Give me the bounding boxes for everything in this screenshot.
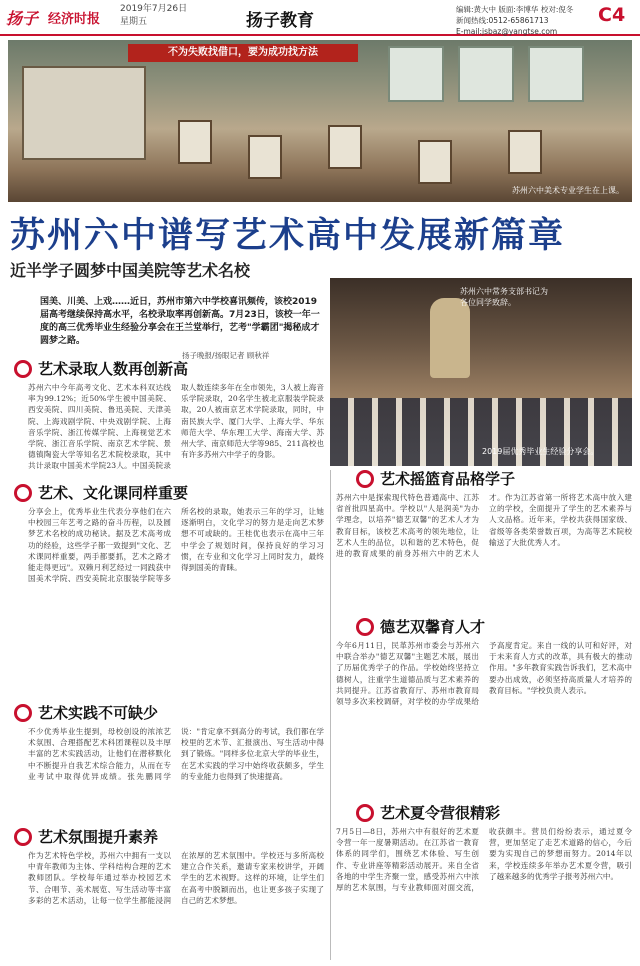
issue-date	[120, 3, 187, 29]
bullet-ring-icon	[14, 484, 32, 502]
photo-caption: 苏州六中美术专业学生在上课。	[512, 186, 624, 195]
headline: 苏州六中谱写艺术高中发展新篇章	[10, 215, 566, 256]
drawing-board	[22, 66, 146, 160]
newspaper-logo: 扬子	[6, 9, 39, 28]
easel	[328, 125, 362, 169]
bullet-ring-icon	[356, 618, 374, 636]
byline: 扬子晚报/扬眼记者 顾秋祥	[182, 351, 270, 360]
section-body: 苏州六中是探索现代特色普通高中、江苏省首批四星高中。学校以"人是润美"为办学理念，以培养"德艺双馨"的艺术人才为教育目标，该校艺术高考的领先地位，让艺术人生的品位，以和谐的艺术特色，促进的教育成果的前身苏州六中的艺术人才。作为江苏省第一所将艺术高中放入建立的学校，全面提升了学生的艺术素养与人文品格。近年来，学校共获得国家级、省级等各类荣誉数百项，为高等艺术院校输送了大批优秀人才。	[336, 493, 632, 559]
heading-text: 艺术氛围提升素养	[38, 828, 159, 846]
photo-banner: 不为失败找借口，要为成功找方法	[128, 44, 358, 62]
contact-line: 新闻热线:0512-65861713	[456, 16, 549, 25]
heading-admission	[14, 358, 314, 380]
speaker-figure	[430, 298, 470, 378]
heading-text: 德艺双馨育人才	[380, 618, 486, 636]
date-text: 2019年7月26日	[120, 4, 188, 14]
photo2-caption-bottom: 2019届优秀毕业生经验分享会。	[482, 447, 599, 456]
article-intro: 国美、川美、上戏……近日，苏州市第六中学校喜讯频传，该校2019届高考继续保持高水平，名校录取率再创新高。7月23日，该校一年一度的高三优秀毕业生经验分享会在王兰堂举行，艺考"学霸团"揭秘成才圆梦之路。	[40, 297, 320, 346]
bullet-ring-icon	[356, 470, 374, 488]
column-divider	[330, 470, 331, 960]
heading-text: 艺术夏令营很精彩	[380, 804, 501, 822]
email-line: E-mail:jsbaz@yangtse.com	[456, 27, 558, 36]
window	[528, 46, 584, 102]
heading-virtue	[356, 616, 632, 638]
easel	[418, 140, 452, 184]
section-body: 7月5日—8日，苏州六中有很好的艺术夏令营一年一度暑期活动。在江苏省一教育体系的同学们，围绕艺术体验、写生创作、专业讲座等精彩活动展开。来自全省各地的中学生齐聚一堂，感受苏州六中浓厚的艺术氛围，与专业教师面对面交流，收获颇丰。营员们纷纷表示，通过夏令营，更加坚定了走艺术道路的信心，今后要为实现自己的梦想而努力。2014年以来，学校连续多年举办艺术夏令营，吸引了越来越多的优秀学子报考苏州六中。	[336, 827, 632, 893]
photo2-caption-top: 苏州六中常务支部书记为各位同学致辞。	[460, 287, 548, 307]
heading-text: 艺术实践不可缺少	[38, 704, 159, 722]
section-body: 苏州六中今年高考文化、艺术本科双达线率为99.12%；近50%学生被中国美院、西安美院、四川美院、鲁迅美院、天津美院、上海戏剧学院、中央戏剧学院、上海音乐学院、浙江传媒学院、上海视觉艺术学院、浙江音乐学院、南京艺术学院、景德镇陶瓷大学等知名艺术院校录取，其中共计录取中国美术学院23人。中国美院录取人数连续多年在全市领先，3人被上海音乐学院录取，20名学生被北京服装学院录取，20人被南京艺术学院录取，同时，中南民族大学、厦门大学、上海大学、华东师范大学、华东理工大学、海南大学、苏州大学、南京师范大学等985、211高校也有许多苏州六中学子的身影。	[28, 383, 324, 471]
bullet-ring-icon	[14, 828, 32, 846]
section-body: 不少优秀毕业生提到，母校创设的浓浓艺术氛围、合理搭配艺术科团课程以及丰厚丰富的艺术实践活动，让他们在潜移默化中不断提升自我艺术综合能力，从而在专业考试中取得优异成绩。张先鹏同学说："肯定拿不到高分的考试，我们都在学校里的艺术节、汇报演出、写生活动中得到了锻炼。"同样多位北京大学的毕业生，在艺术实践的学习中始终收获颇多，学生的专业能力也得到了快速提高。	[28, 727, 324, 781]
credits	[456, 4, 586, 37]
editors-line: 编辑:黄大中 版面:李博华 校对:倪冬	[456, 5, 574, 14]
heading-practice	[14, 702, 314, 724]
subheadline: 近半学子圆梦中国美院等艺术名校	[10, 261, 251, 280]
section-body: 作为艺术特色学校，苏州六中拥有一支以中青年教师为主体、学科结构合理的艺术教师团队。学校每年通过举办校园艺术节、合唱节、美术展览、写生活动等丰富多彩的艺术活动，让每一位学生都能浸润在浓厚的艺术氛围中。学校还与多所高校建立合作关系，邀请专家来校讲学，开阔学生的艺术视野。这样的环境，让学生们在高考中脱颖而出，也让更多孩子实现了自己的艺术梦想。	[28, 851, 324, 905]
heading-text: 艺术录取人数再创新高	[38, 360, 189, 378]
page-number: C4	[598, 4, 626, 26]
paper-name: 经济时报	[48, 12, 101, 27]
heading-cradle	[356, 468, 632, 490]
easel	[508, 130, 542, 174]
section-title: 扬子教育	[246, 11, 314, 31]
heading-text: 艺术摇篮育品格学子	[380, 470, 516, 488]
easel	[178, 120, 212, 164]
section-body: 分享会上，优秀毕业生代表分享他们在六中校园三年艺考之路的奋斗历程，以及圆梦艺术名校的成功秘诀。据及艺术高考成功的经验，这些学子都一致提到"文化、艺术课同样重要，两手都要抓，艺术之路才能走得更远"。双赖月利艺经过一同践获中国美术学院、西安美院北京服装学院等多所名校的录取，她表示三年的学习，让她逐渐明白，文化学习的努力是走向艺术梦想不可或缺的。王桂优也表示在高中三年中学会了规划时间，保持良好的学习习惯，在专业和文化学习上同时发力，最终得到国美的青睐。	[28, 507, 324, 584]
heading-culture	[14, 482, 314, 504]
heading-summer-camp	[356, 802, 632, 824]
section-body: 今年6月11日，民革苏州市委会与苏州六中联合举办"德艺双馨"主题艺术展，展出了历届优秀学子的作品。学校始终坚持立德树人，注重学生道德品质与艺术素养的共同提升。江苏省教育厅、苏州市教育局领导多次来校调研，对学校的办学成果给予高度肯定。来自一线的认可和好评，对于未来育人方式的改革，具有极大的推动作用。"多年教育实践告诉我们，艺术高中要办出成效，必须坚持高质量人才培养的教育目标。"学校负责人表示。	[336, 641, 632, 707]
window	[388, 46, 444, 102]
bullet-ring-icon	[356, 804, 374, 822]
weekday-text: 星期五	[120, 17, 148, 27]
easel	[248, 135, 282, 179]
bullet-ring-icon	[14, 704, 32, 722]
window	[458, 46, 514, 102]
heading-text: 艺术、文化课同样重要	[38, 484, 189, 502]
heading-atmosphere	[14, 826, 314, 848]
classroom-photo	[8, 40, 632, 202]
bullet-ring-icon	[14, 360, 32, 378]
